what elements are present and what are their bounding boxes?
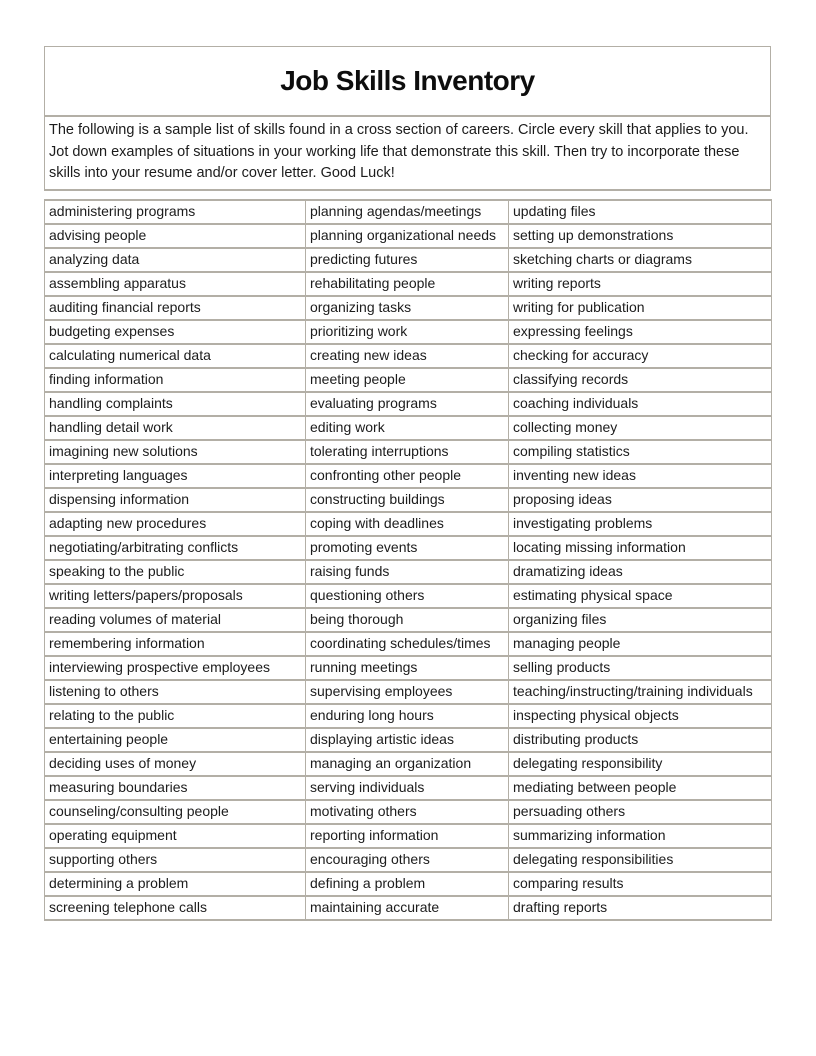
skill-cell: screening telephone calls	[45, 896, 306, 920]
table-row	[45, 728, 772, 752]
skills-table	[44, 199, 772, 921]
skill-cell: budgeting expenses	[45, 320, 306, 344]
table-row	[45, 392, 772, 416]
skill-cell: checking for accuracy	[509, 344, 772, 368]
title-box	[44, 46, 771, 117]
skill-cell: estimating physical space	[509, 584, 772, 608]
skill-cell: finding information	[45, 368, 306, 392]
skill-cell: collecting money	[509, 416, 772, 440]
skill-cell: coping with deadlines	[306, 512, 509, 536]
table-row	[45, 872, 772, 896]
skill-cell: compiling statistics	[509, 440, 772, 464]
table-row	[45, 776, 772, 800]
table-row	[45, 608, 772, 632]
skill-cell: entertaining people	[45, 728, 306, 752]
page-title: Job Skills Inventory	[280, 65, 535, 96]
table-row	[45, 440, 772, 464]
skill-cell: rehabilitating people	[306, 272, 509, 296]
skill-cell: locating missing information	[509, 536, 772, 560]
table-row	[45, 248, 772, 272]
table-row	[45, 632, 772, 656]
skill-cell: organizing tasks	[306, 296, 509, 320]
skill-cell: measuring boundaries	[45, 776, 306, 800]
skill-cell: promoting events	[306, 536, 509, 560]
skill-cell: handling detail work	[45, 416, 306, 440]
skill-cell: drafting reports	[509, 896, 772, 920]
skill-cell: sketching charts or diagrams	[509, 248, 772, 272]
table-row	[45, 224, 772, 248]
skill-cell: maintaining accurate	[306, 896, 509, 920]
document-body	[44, 46, 771, 921]
table-row	[45, 320, 772, 344]
table-row	[45, 800, 772, 824]
skill-cell: supervising employees	[306, 680, 509, 704]
skill-cell: speaking to the public	[45, 560, 306, 584]
table-row	[45, 848, 772, 872]
skill-cell: dispensing information	[45, 488, 306, 512]
skill-cell: running meetings	[306, 656, 509, 680]
skill-cell: editing work	[306, 416, 509, 440]
intro-paragraph: The following is a sample list of skills found in a cross section of careers. Circle every skill that applies to you. Jot down examples of situations in your working life that demonstrate this skill. Then try to incorporate these skills into your resume and/or cover letter. Good Luck!	[49, 122, 749, 181]
skill-cell: analyzing data	[45, 248, 306, 272]
skill-cell: deciding uses of money	[45, 752, 306, 776]
table-row	[45, 704, 772, 728]
skill-cell: interviewing prospective employees	[45, 656, 306, 680]
table-row	[45, 464, 772, 488]
skill-cell: advising people	[45, 224, 306, 248]
skill-cell: predicting futures	[306, 248, 509, 272]
skill-cell: planning organizational needs	[306, 224, 509, 248]
skill-cell: updating files	[509, 200, 772, 224]
skill-cell: imagining new solutions	[45, 440, 306, 464]
skill-cell: organizing files	[509, 608, 772, 632]
skill-cell: dramatizing ideas	[509, 560, 772, 584]
table-row	[45, 752, 772, 776]
table-row	[45, 488, 772, 512]
skill-cell: reporting information	[306, 824, 509, 848]
skill-cell: delegating responsibilities	[509, 848, 772, 872]
skill-cell: planning agendas/meetings	[306, 200, 509, 224]
skill-cell: persuading others	[509, 800, 772, 824]
skill-cell: motivating others	[306, 800, 509, 824]
table-row	[45, 416, 772, 440]
table-row	[45, 584, 772, 608]
skill-cell: expressing feelings	[509, 320, 772, 344]
table-row	[45, 560, 772, 584]
skill-cell: reading volumes of material	[45, 608, 306, 632]
table-row	[45, 512, 772, 536]
skill-cell: administering programs	[45, 200, 306, 224]
skill-cell: evaluating programs	[306, 392, 509, 416]
intro-box	[44, 117, 771, 191]
skill-cell: proposing ideas	[509, 488, 772, 512]
skill-cell: prioritizing work	[306, 320, 509, 344]
skill-cell: mediating between people	[509, 776, 772, 800]
skill-cell: creating new ideas	[306, 344, 509, 368]
skill-cell: selling products	[509, 656, 772, 680]
skill-cell: handling complaints	[45, 392, 306, 416]
table-row	[45, 656, 772, 680]
skill-cell: calculating numerical data	[45, 344, 306, 368]
skill-cell: writing letters/papers/proposals	[45, 584, 306, 608]
skill-cell: inventing new ideas	[509, 464, 772, 488]
skill-cell: questioning others	[306, 584, 509, 608]
skill-cell: tolerating interruptions	[306, 440, 509, 464]
skill-cell: operating equipment	[45, 824, 306, 848]
skill-cell: investigating problems	[509, 512, 772, 536]
skill-cell: constructing buildings	[306, 488, 509, 512]
skill-cell: classifying records	[509, 368, 772, 392]
skill-cell: summarizing information	[509, 824, 772, 848]
skill-cell: serving individuals	[306, 776, 509, 800]
skill-cell: adapting new procedures	[45, 512, 306, 536]
skill-cell: comparing results	[509, 872, 772, 896]
table-row	[45, 824, 772, 848]
skill-cell: teaching/instructing/training individuals	[509, 680, 772, 704]
skill-cell: distributing products	[509, 728, 772, 752]
skill-cell: counseling/consulting people	[45, 800, 306, 824]
skill-cell: delegating responsibility	[509, 752, 772, 776]
table-row	[45, 200, 772, 224]
table-row	[45, 896, 772, 920]
skill-cell: inspecting physical objects	[509, 704, 772, 728]
skill-cell: setting up demonstrations	[509, 224, 772, 248]
table-row	[45, 680, 772, 704]
skill-cell: writing reports	[509, 272, 772, 296]
skill-cell: negotiating/arbitrating conflicts	[45, 536, 306, 560]
skill-cell: auditing financial reports	[45, 296, 306, 320]
table-row	[45, 296, 772, 320]
skill-cell: confronting other people	[306, 464, 509, 488]
skill-cell: remembering information	[45, 632, 306, 656]
skill-cell: relating to the public	[45, 704, 306, 728]
skill-cell: meeting people	[306, 368, 509, 392]
table-row	[45, 368, 772, 392]
table-row	[45, 272, 772, 296]
skill-cell: defining a problem	[306, 872, 509, 896]
table-row	[45, 536, 772, 560]
skill-cell: raising funds	[306, 560, 509, 584]
skill-cell: determining a problem	[45, 872, 306, 896]
skill-cell: managing an organization	[306, 752, 509, 776]
skill-cell: interpreting languages	[45, 464, 306, 488]
skill-cell: coaching individuals	[509, 392, 772, 416]
skill-cell: encouraging others	[306, 848, 509, 872]
skill-cell: displaying artistic ideas	[306, 728, 509, 752]
skill-cell: writing for publication	[509, 296, 772, 320]
skills-table-body	[45, 200, 772, 920]
table-row	[45, 344, 772, 368]
skill-cell: coordinating schedules/times	[306, 632, 509, 656]
skill-cell: supporting others	[45, 848, 306, 872]
skill-cell: managing people	[509, 632, 772, 656]
skill-cell: assembling apparatus	[45, 272, 306, 296]
skill-cell: being thorough	[306, 608, 509, 632]
skill-cell: listening to others	[45, 680, 306, 704]
skill-cell: enduring long hours	[306, 704, 509, 728]
